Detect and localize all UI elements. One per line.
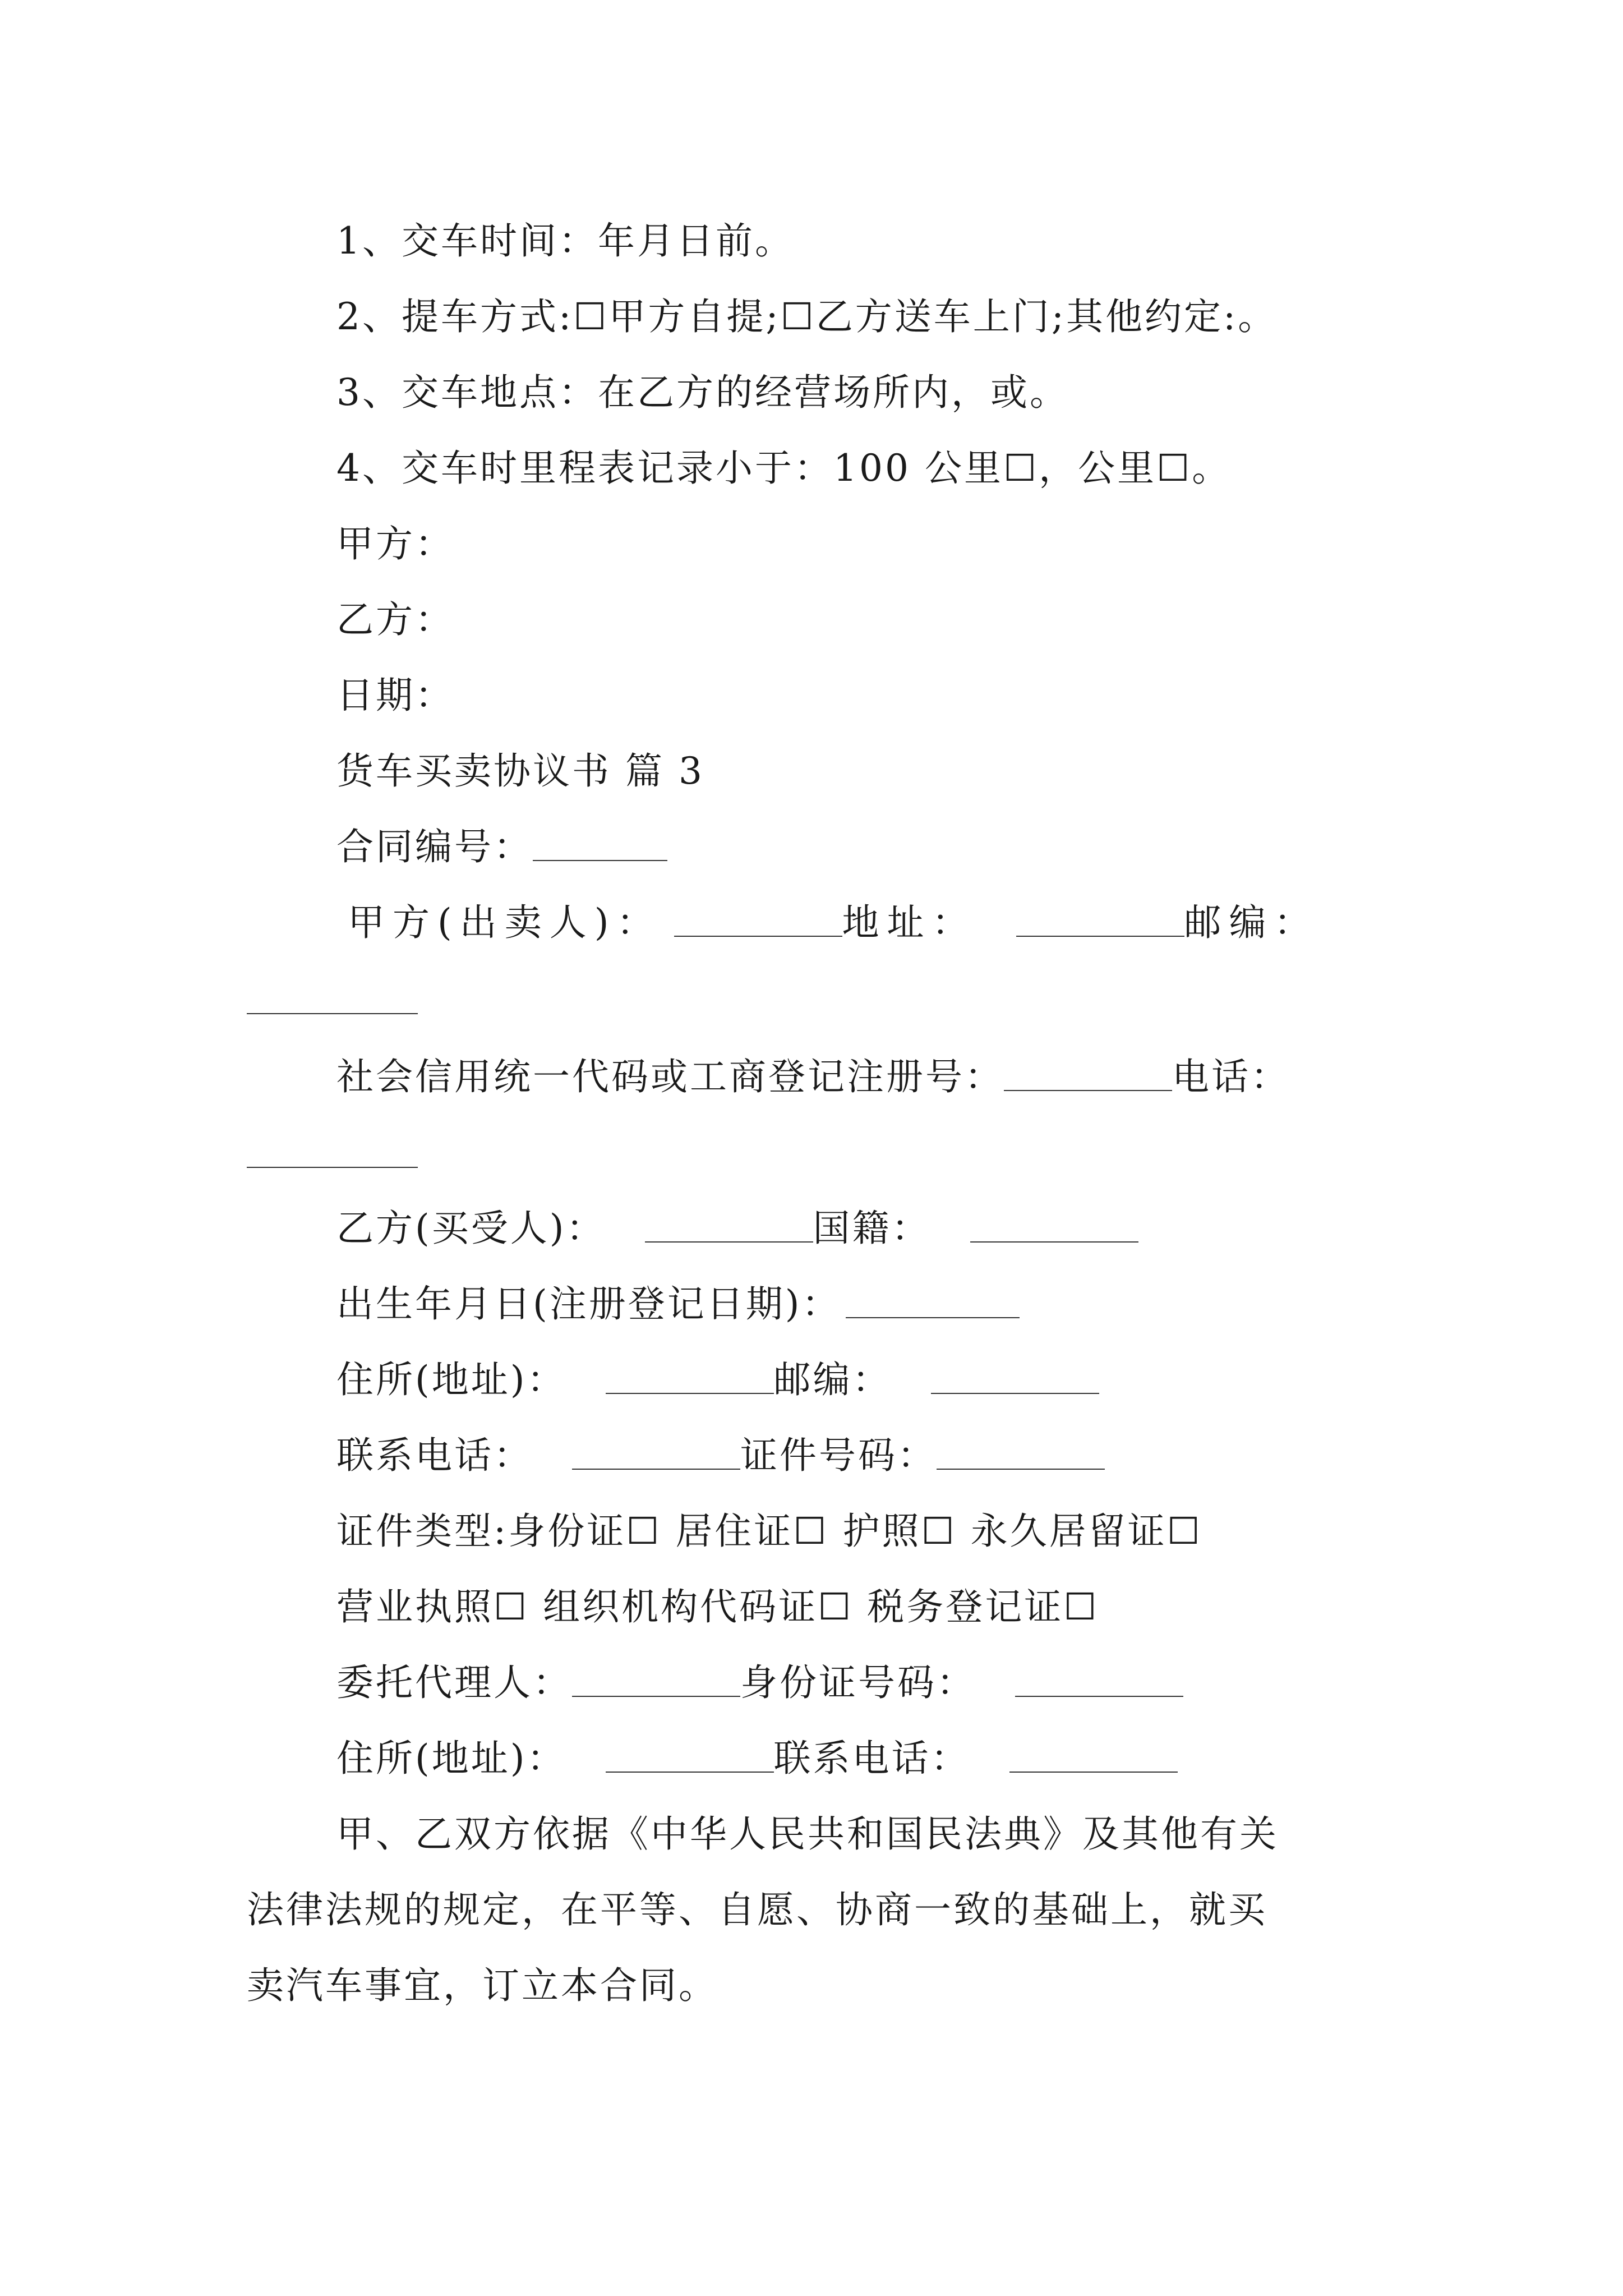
- delivery-place-line: 3、交车地点：在乙方的经营场所内，或。: [336, 371, 1069, 414]
- agent-phone-blank: [1009, 1734, 1178, 1773]
- preamble-line-1: 甲、乙双方依据《中华人民共和国民法典》及其他有关: [336, 1812, 1279, 1856]
- nationality-blank: [970, 1204, 1138, 1243]
- date-line: 日期：: [336, 674, 454, 717]
- delivery-time-line: 1、交车时间：年月日前。: [336, 219, 794, 263]
- buyer-postcode-blank: [931, 1356, 1099, 1394]
- credit-code-blank: [1004, 1053, 1172, 1091]
- preamble-line-2: 法律法规的规定，在平等、自愿、协商一致的基础上，就买: [247, 1888, 1267, 1931]
- party-b-sign-line: 乙方：: [336, 598, 454, 641]
- buyer-contact-line: 联系电话： 证件号码：: [336, 1425, 1105, 1487]
- buyer-address-blank: [606, 1356, 774, 1394]
- agent-id-blank: [1015, 1659, 1183, 1697]
- preamble-line-3: 卖汽车事宜，订立本合同。: [247, 1964, 718, 2007]
- agent-line: 委托代理人： 身份证号码：: [336, 1652, 1183, 1714]
- buyer-address-line: 住所(地址)： 邮编：: [336, 1349, 1099, 1411]
- section-title: 货车买卖协议书 篇 3: [336, 749, 704, 793]
- birth-date-line: 出生年月日(注册登记日期)：: [336, 1273, 1020, 1335]
- agent-name-blank: [572, 1659, 740, 1697]
- seller-line: 甲方(出卖人)： 地址： 邮编：: [348, 892, 1319, 954]
- buyer-line: 乙方(买受人)： 国籍：: [336, 1198, 1138, 1259]
- contract-number-blank: [533, 823, 667, 861]
- license-type-line: 营业执照☐ 组织机构代码证☐ 税务登记证☐: [336, 1585, 1099, 1628]
- buyer-phone-blank: [572, 1432, 740, 1470]
- seller-credit-code-line: 社会信用统一代码或工商登记注册号： 电话：: [336, 1046, 1290, 1108]
- pickup-method-line: 2、提车方式:☐甲方自提;☐乙方送车上门;其他约定:。: [336, 295, 1278, 338]
- seller-postcode-blank: [247, 1013, 418, 1014]
- birth-date-blank: [846, 1280, 1020, 1318]
- party-a-sign-line: 甲方：: [336, 522, 454, 565]
- seller-address-blank: [1016, 899, 1184, 937]
- id-type-line: 证件类型:身份证☐ 居住证☐ 护照☐ 永久居留证☐: [336, 1510, 1202, 1553]
- agent-address-line: 住所(地址)： 联系电话：: [336, 1728, 1178, 1789]
- seller-name-blank: [674, 899, 842, 937]
- contract-number-line: 合同编号：: [336, 816, 667, 878]
- agent-address-blank: [606, 1734, 774, 1773]
- seller-phone-blank: [247, 1167, 418, 1168]
- id-number-blank: [937, 1432, 1105, 1470]
- odometer-line: 4、交车时里程表记录小于：100 公里☐，公里☐。: [336, 447, 1232, 490]
- buyer-name-blank: [645, 1204, 813, 1243]
